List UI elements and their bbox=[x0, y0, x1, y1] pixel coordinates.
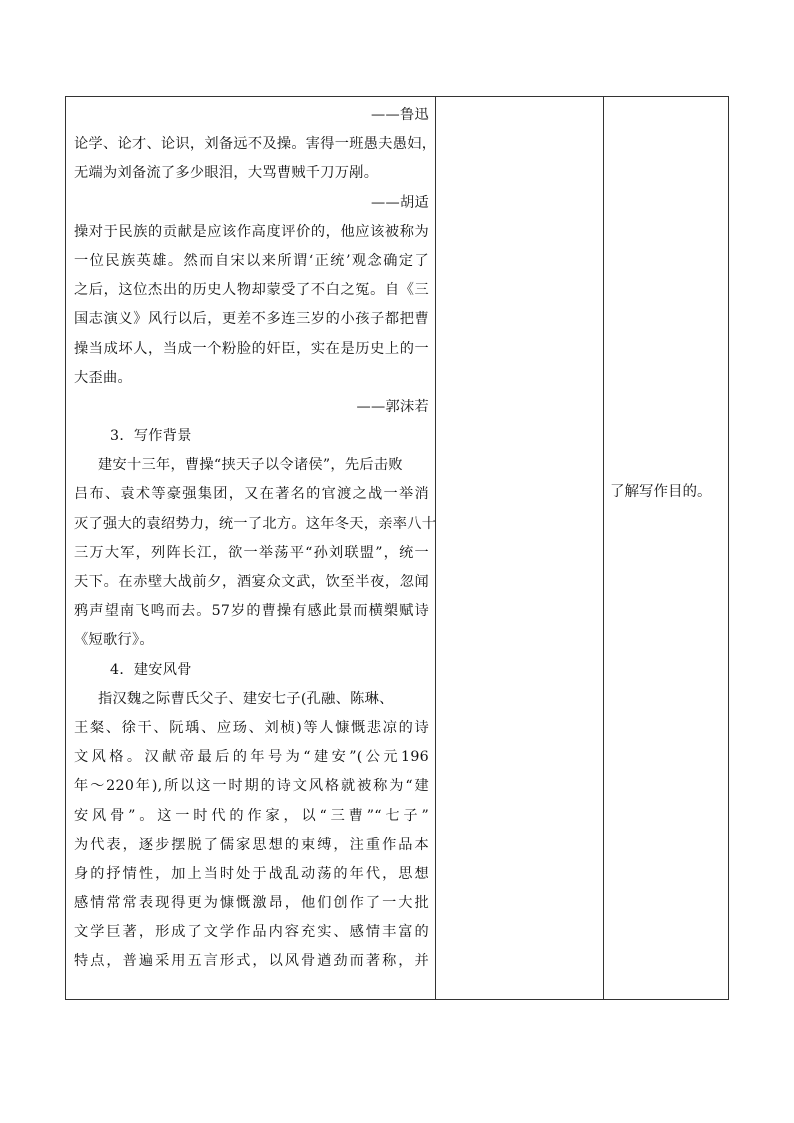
teacher-activity-cell bbox=[436, 97, 604, 999]
text-line: 年～220年),所以这一时期的诗文风格就被称为“建 bbox=[74, 778, 429, 795]
text-line: 为代表，逐步摆脱了儒家思想的束缚，注重作品本 bbox=[74, 836, 429, 853]
text-line: 3．写作背景 bbox=[110, 428, 192, 445]
text-line: 国志演义》风行以后，更差不多连三岁的小孩子都把曹 bbox=[74, 311, 429, 328]
text-line: 文学巨著，形成了文学作品内容充实、感情丰富的 bbox=[74, 924, 429, 941]
text-line: 吕布、袁术等豪强集团，又在著名的官渡之战一举消 bbox=[74, 486, 429, 503]
text-line: 操当成坏人，当成一个粉脸的奸臣，实在是历史上的一 bbox=[74, 340, 429, 357]
content-cell bbox=[66, 97, 436, 999]
text-line: 论学、论才、论识，刘备远不及操。害得一班愚夫愚妇， bbox=[74, 136, 437, 153]
text-line: 一位民族英雄。然而自宋以来所谓‘正统’观念确定了 bbox=[74, 252, 429, 269]
text-line: 感情常常表现得更为慷慨激昂，他们创作了一大批 bbox=[74, 895, 429, 912]
text-line: 特点，普遍采用五言形式，以风骨遒劲而著称，并 bbox=[74, 953, 429, 970]
text-line: 王粲、徐干、阮瑀、应玚、刘桢)等人慷慨悲凉的诗 bbox=[74, 719, 429, 736]
text-line: 操对于民族的贡献是应该作高度评价的，他应该被称为 bbox=[74, 223, 429, 240]
text-line: 建安十三年，曹操“挟天子以令诸侯”，先后击败 bbox=[98, 457, 403, 474]
text-line: ——鲁迅 bbox=[371, 107, 429, 123]
text-line: 指汉魏之际曹氏父子、建安七子(孔融、陈琳、 bbox=[98, 690, 394, 707]
text-line: 4．建安风骨 bbox=[110, 661, 192, 678]
text-line: 三万大军，列阵长江，欲一举荡平“孙刘联盟”，统一 bbox=[74, 544, 429, 561]
text-line: 天下。在赤壁大战前夕，酒宴众文武，饮至半夜，忽闻 bbox=[74, 574, 429, 590]
content-text-block bbox=[74, 101, 437, 977]
purpose-cell bbox=[604, 97, 728, 999]
text-line: ——郭沫若 bbox=[356, 398, 429, 415]
text-line: 《短歌行》。 bbox=[74, 632, 154, 649]
text-line: 安风骨”。这一时代的作家，以“三曹”“七子” bbox=[74, 807, 429, 824]
text-line: 大歪曲。 bbox=[74, 369, 132, 386]
text-line: 之后，这位杰出的历史人物却蒙受了不白之冤。自《三 bbox=[74, 282, 429, 299]
purpose-note: 了解写作目的。 bbox=[610, 484, 712, 500]
text-line: 灭了强大的袁绍势力，统一了北方。这年冬天，亲率八十 bbox=[74, 515, 437, 532]
text-line: ——胡适 bbox=[371, 194, 429, 211]
text-line: 无端为刘备流了多少眼泪，大骂曹贼千刀万剐。 bbox=[74, 165, 379, 182]
lesson-table bbox=[65, 96, 729, 1000]
text-line: 文风格。汉献帝最后的年号为“建安”(公元196 bbox=[74, 749, 429, 766]
text-line: 身的抒情性，加上当时处于战乱动荡的年代，思想 bbox=[74, 865, 429, 882]
text-line: 鸦声望南飞鸣而去。57岁的曹操有感此景而横槊赋诗 bbox=[74, 603, 429, 620]
